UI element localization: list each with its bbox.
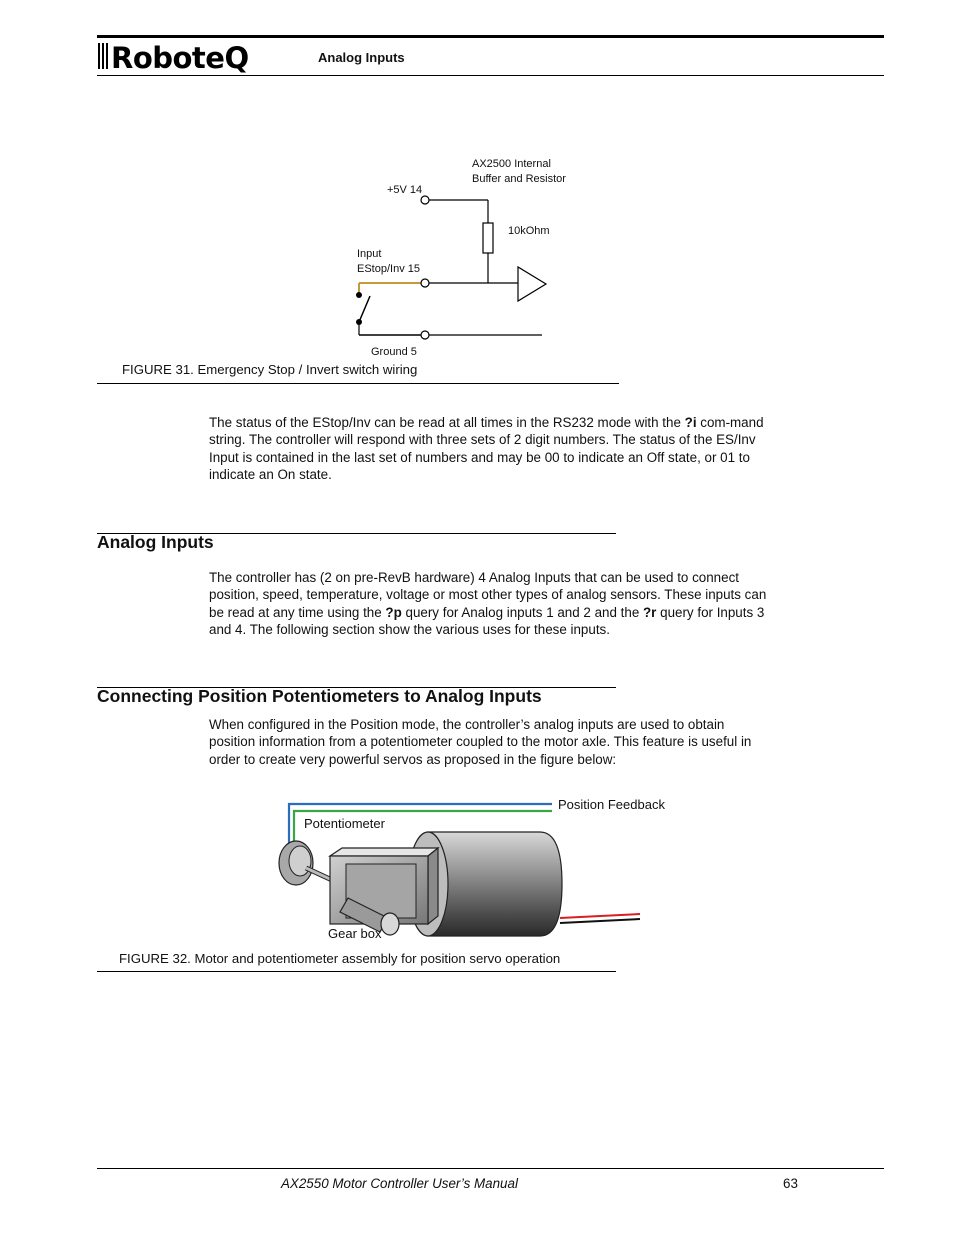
figure31-caption: FIGURE 31. Emergency Stop / Invert switch wiring (122, 362, 418, 377)
label-input-2: EStop/Inv 15 (357, 263, 420, 275)
label-5v: +5V 14 (387, 184, 423, 196)
label-input-1: Input (357, 248, 382, 260)
motor-lead-red (560, 914, 640, 918)
label-position-feedback: Position Feedback (558, 797, 665, 812)
terminal-5 (421, 331, 429, 339)
header-bottom-rule (97, 75, 884, 76)
switch-lever (359, 296, 370, 322)
estop-paragraph: The status of the EStop/Inv can be read at all times in the RS232 mode with the ?i com-mand string. The controller will respond with three sets of 2 digit numbers. The status of the ES/Inv Input is contained in the last set of numbers and may be 00 to indicate an Off state, or 01 to indicate an On state. (209, 415, 764, 482)
header-section-title: Analog Inputs (318, 50, 405, 65)
figure32-caption: FIGURE 32. Motor and potentiometer assembly for position servo operation (119, 951, 561, 966)
figure32-motor-assembly (270, 790, 670, 950)
label-resistor: 10kOhm (508, 225, 550, 237)
cmd-r: ?r (643, 604, 657, 620)
label-gear-box: Gear box (328, 926, 382, 941)
label-potentiometer: Potentiometer (304, 816, 385, 831)
roboteq-logo (98, 38, 278, 76)
motor-lead-black (560, 919, 640, 923)
resistor (483, 223, 493, 253)
logo-text: RoboteQ (111, 41, 249, 75)
position-pots-heading: Connecting Position Potentiometers to Analog Inputs (97, 686, 542, 706)
figure32-rule (97, 971, 616, 972)
terminal-14 (421, 196, 429, 204)
terminal-15 (421, 279, 429, 287)
analog-inputs-heading: Analog Inputs (97, 532, 214, 552)
switch-contact-top (356, 292, 362, 298)
figure31-rule (97, 383, 619, 384)
buffer-symbol (518, 267, 546, 301)
figure31-circuit (350, 150, 610, 365)
cmd-p: ?p (385, 604, 402, 620)
cmd-i: ?i (684, 415, 697, 430)
label-ground: Ground 5 (371, 346, 417, 358)
footer-manual-title: AX2550 Motor Controller User’s Manual (281, 1176, 518, 1191)
footer-rule (97, 1168, 884, 1169)
footer-page-number: 63 (783, 1176, 798, 1191)
label-internal-2: Buffer and Resistor (472, 173, 566, 185)
label-internal-1: AX2500 Internal (472, 158, 551, 170)
position-pots-paragraph: When configured in the Position mode, the controller’s analog inputs are used to obtain position information from a potentiometer coupled to the motor axle. This feature is useful in order to create very powerful servos as proposed in the figure below: (209, 717, 752, 767)
analog-inputs-paragraph: The controller has (2 on pre-RevB hardware) 4 Analog Inputs that can be used to connect position, speed, temperature, voltage or most other types of analog sensors. These inputs can be read at any time using the ?p query for Analog inputs 1 and 2 and the ?r query for Inputs 3 and 4. The following section show the various uses for these inputs. (209, 570, 767, 637)
